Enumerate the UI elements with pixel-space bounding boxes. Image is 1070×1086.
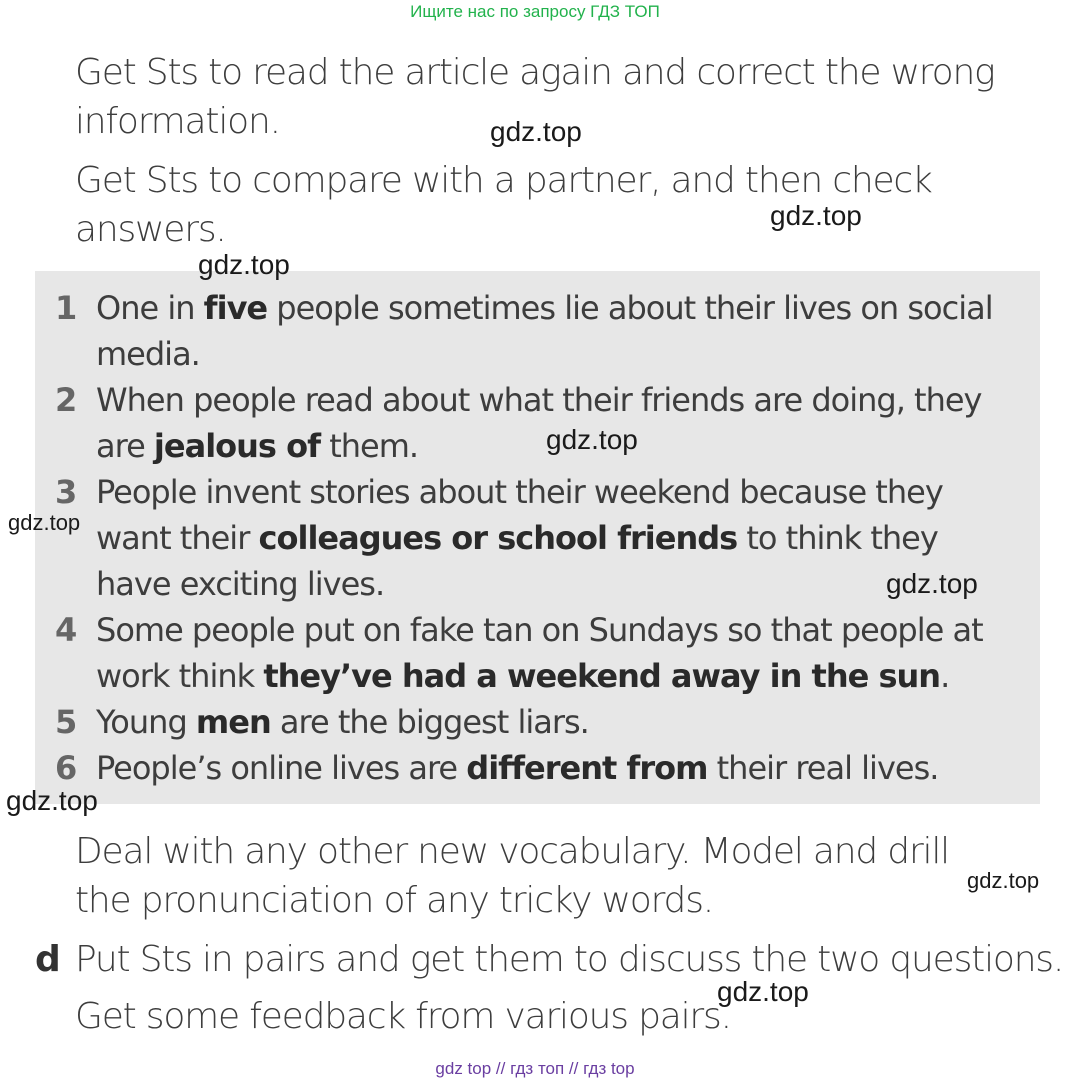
step-d-line-1: Put Sts in pairs and get them to discuss the two questions. xyxy=(75,939,1064,980)
step-letter: d xyxy=(35,939,61,980)
step-d-line-2: Get some feedback from various pairs. xyxy=(75,996,731,1037)
answer-number: 5 xyxy=(55,703,77,741)
answer-key-box xyxy=(35,271,1040,804)
answer-key-word: different from xyxy=(466,749,708,787)
watermark: gdz.top xyxy=(717,976,809,1007)
watermark: gdz.top xyxy=(198,249,290,280)
watermark: gdz.top xyxy=(6,785,98,816)
answer-number: 2 xyxy=(55,381,77,419)
intro-paragraph-2: Get Sts to compare with a partner, and then check answers. xyxy=(75,160,932,250)
answer-item: 3 People invent stories about their weekend because they want their colleagues or school friends to think they have exciting lives. xyxy=(55,469,1015,607)
answer-item: 1 One in five people sometimes lie about their lives on social media. xyxy=(55,285,1015,377)
answer-item: 5 Young men are the biggest liars. xyxy=(55,699,1015,745)
watermark: gdz.top xyxy=(8,510,81,535)
watermark: gdz.top xyxy=(886,568,978,599)
watermark: gdz.top xyxy=(770,200,862,231)
intro-paragraph-1: Get Sts to read the article again and correct the wrong information. xyxy=(75,52,995,142)
watermark: gdz.top xyxy=(490,116,582,147)
answer-number: 3 xyxy=(55,473,77,511)
answer-key-word: five xyxy=(203,289,268,327)
footer-watermark: gdz top // гдз топ // гдз top xyxy=(435,1059,635,1078)
answer-key-word: colleagues or school friends xyxy=(258,519,738,557)
answer-key-word: they’ve had a weekend away in the sun xyxy=(263,657,941,695)
answer-item: 4 Some people put on fake tan on Sundays so that people at work think they’ve had a weekend away in the sun. xyxy=(55,607,1015,699)
watermark: gdz.top xyxy=(967,868,1040,893)
answer-key-word: jealous of xyxy=(153,427,321,465)
answer-key-word: men xyxy=(195,703,271,741)
answer-item: 2 When people read about what their friends are doing, they are jealous of them. xyxy=(55,377,1015,469)
top-banner: Ищите нас по запросу ГДЗ ТОП xyxy=(410,2,660,21)
answer-number: 1 xyxy=(55,289,77,327)
answer-item: 6 People’s online lives are different from their real lives. xyxy=(55,745,1015,791)
answer-number: 4 xyxy=(55,611,77,649)
vocabulary-note: Deal with any other new vocabulary. Model and drill the pronunciation of any tricky words. xyxy=(75,831,949,921)
watermark: gdz.top xyxy=(546,424,638,455)
answer-number: 6 xyxy=(55,749,77,787)
